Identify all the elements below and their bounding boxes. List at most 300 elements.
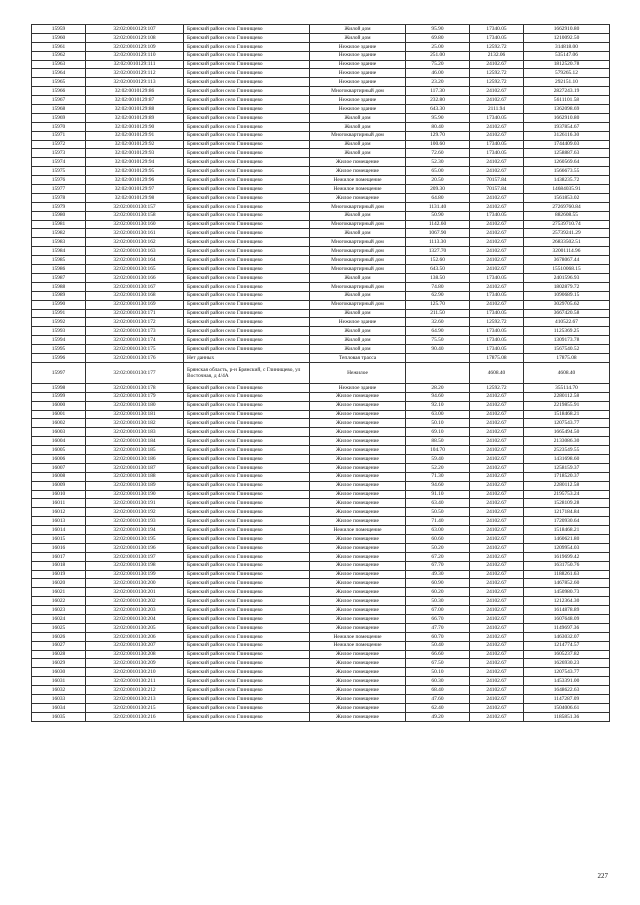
cell-object-type: Жилое помещение: [310, 428, 406, 437]
table-row: [32, 167, 610, 176]
cell-cadastral-value: 1260569.64: [524, 158, 610, 167]
cell-address: Брянский район село Глинищево: [184, 606, 310, 615]
cell-cadastral-value: 3029705.62: [524, 300, 610, 309]
table-row: [32, 353, 610, 362]
cell-object-type: Жилое помещение: [310, 668, 406, 677]
cell-row-number: 15998: [32, 383, 86, 392]
cell-cadastral-number: 32:02:0010129:109: [86, 42, 184, 51]
cell-cadastral-number: 32:02:0010130:191: [86, 499, 184, 508]
cell-cadastral-value: 1605237.82: [524, 650, 610, 659]
table-row: [32, 282, 610, 291]
cell-address: Брянский район село Глинищево: [184, 220, 310, 229]
cell-cadastral-number: 32:02:0010129:89: [86, 113, 184, 122]
cell-cadastral-value: 17875.08: [524, 353, 610, 362]
cell-cadastral-number: 32:02:0010130:208: [86, 650, 184, 659]
table-row: [32, 345, 610, 354]
cell-object-type: Жилое помещение: [310, 517, 406, 526]
cell-specific-value: 70157.84: [470, 185, 524, 194]
table-row: [32, 336, 610, 345]
cell-address: Брянский район село Глинищево: [184, 158, 310, 167]
table-row: [32, 668, 610, 677]
cell-cadastral-value: 1744409.03: [524, 140, 610, 149]
cell-area: 62.90: [406, 291, 470, 300]
cell-cadastral-value: 1212364.30: [524, 597, 610, 606]
cell-object-type: Жилой дом: [310, 140, 406, 149]
cell-cadastral-number: 32:02:0010130:192: [86, 508, 184, 517]
cell-row-number: 15982: [32, 229, 86, 238]
cell-cadastral-number: 32:02:0010130:176: [86, 353, 184, 362]
cell-row-number: 16032: [32, 686, 86, 695]
cell-address: Брянский район село Глинищево: [184, 463, 310, 472]
cell-area: 47.70: [406, 623, 470, 632]
table-row: [32, 318, 610, 327]
cell-area: 66.70: [406, 615, 470, 624]
cell-cadastral-value: 26833502.51: [524, 238, 610, 247]
cell-row-number: 16034: [32, 703, 86, 712]
cell-specific-value: 17340.05: [470, 211, 524, 220]
cell-specific-value: 12592.72: [470, 78, 524, 87]
cell-area: 209.30: [406, 185, 470, 194]
cell-specific-value: 17340.05: [470, 345, 524, 354]
cell-area: 232.80: [406, 96, 470, 105]
table-row: [32, 96, 610, 105]
cell-object-type: Жилое помещение: [310, 401, 406, 410]
cell-area: 100.60: [406, 140, 470, 149]
cell-cadastral-number: 32:02:0010129:107: [86, 25, 184, 34]
cell-area: 90.40: [406, 345, 470, 354]
cell-object-type: Многоквартирный дом: [310, 220, 406, 229]
cell-specific-value: 24102.67: [470, 579, 524, 588]
cell-area: 1131.40: [406, 202, 470, 211]
cell-cadastral-number: 32:02:0010130:187: [86, 463, 184, 472]
cell-area: 71.30: [406, 472, 470, 481]
cell-row-number: 15992: [32, 318, 86, 327]
cell-row-number: 15961: [32, 42, 86, 51]
cell-object-type: Нежилое помещение: [310, 641, 406, 650]
cell-row-number: 16010: [32, 490, 86, 499]
cell-cadastral-value: 1619699.42: [524, 552, 610, 561]
cell-cadastral-value: 1567540.52: [524, 345, 610, 354]
cell-area: 67.50: [406, 659, 470, 668]
cell-area: 92.10: [406, 401, 470, 410]
cell-address: Брянская область, р-н Брянский, с Глинищево, ул Восточная, д 4/4А: [184, 362, 310, 383]
cell-specific-value: 24102.67: [470, 695, 524, 704]
cell-specific-value: 12592.72: [470, 42, 524, 51]
cell-cadastral-value: 1614878.89: [524, 606, 610, 615]
cell-specific-value: 24102.67: [470, 419, 524, 428]
cell-object-type: Нежилое здание: [310, 78, 406, 87]
cell-object-type: Жилой дом: [310, 33, 406, 42]
cell-cadastral-value: 1720930.64: [524, 517, 610, 526]
cell-cadastral-value: 3667420.58: [524, 309, 610, 318]
cell-object-type: Жилой дом: [310, 336, 406, 345]
cell-row-number: 16035: [32, 712, 86, 721]
cell-cadastral-value: 1662910.80: [524, 113, 610, 122]
table-row: [32, 309, 610, 318]
cell-cadastral-value: 27269760.84: [524, 202, 610, 211]
cell-address: Брянский район село Глинищево: [184, 291, 310, 300]
cell-cadastral-value: 1566673.55: [524, 167, 610, 176]
cell-specific-value: 24102.67: [470, 410, 524, 419]
cell-address: Брянский район село Глинищево: [184, 632, 310, 641]
cell-address: Брянский район село Глинищево: [184, 69, 310, 78]
cell-cadastral-value: 15510068.15: [524, 265, 610, 274]
cell-cadastral-number: 32:02:0010130:181: [86, 410, 184, 419]
table-row: [32, 229, 610, 238]
cell-specific-value: 4608.40: [470, 362, 524, 383]
table-row: [32, 588, 610, 597]
cell-cadastral-number: 32:02:0010130:215: [86, 703, 184, 712]
cell-row-number: 15977: [32, 185, 86, 194]
cell-address: Брянский район село Глинищево: [184, 668, 310, 677]
cell-area: 71.40: [406, 517, 470, 526]
cell-row-number: 15962: [32, 51, 86, 60]
cell-cadastral-value: 1207543.77: [524, 668, 610, 677]
cell-specific-value: 24102.67: [470, 703, 524, 712]
cell-specific-value: 24102.67: [470, 534, 524, 543]
cell-specific-value: 12592.72: [470, 69, 524, 78]
table-row: [32, 446, 610, 455]
table-row: [32, 703, 610, 712]
cell-address: Брянский район село Глинищево: [184, 641, 310, 650]
table-row: [32, 185, 610, 194]
table-row: [32, 641, 610, 650]
cell-object-type: Жилое помещение: [310, 410, 406, 419]
cell-row-number: 16031: [32, 677, 86, 686]
cell-cadastral-value: 355114.70: [524, 383, 610, 392]
cell-object-type: Жилое помещение: [310, 570, 406, 579]
cell-cadastral-value: 314818.00: [524, 42, 610, 51]
cell-address: Брянский район село Глинищево: [184, 265, 310, 274]
cell-row-number: 16022: [32, 597, 86, 606]
cell-area: 67.20: [406, 552, 470, 561]
cell-specific-value: 24102.67: [470, 517, 524, 526]
cell-row-number: 15999: [32, 392, 86, 401]
cell-cadastral-value: 1607648.09: [524, 615, 610, 624]
cell-row-number: 15983: [32, 238, 86, 247]
cell-row-number: 15981: [32, 220, 86, 229]
cell-specific-value: 24102.67: [470, 131, 524, 140]
cell-area: 152.60: [406, 256, 470, 265]
cell-address: Брянский район село Глинищево: [184, 712, 310, 721]
cell-specific-value: 24102.67: [470, 392, 524, 401]
cell-object-type: Жилое помещение: [310, 543, 406, 552]
cell-row-number: 15960: [32, 33, 86, 42]
cell-specific-value: 17340.05: [470, 273, 524, 282]
table-row: [32, 606, 610, 615]
table-row: [32, 419, 610, 428]
table-row: [32, 69, 610, 78]
cell-area: 1113.30: [406, 238, 470, 247]
cell-row-number: 15971: [32, 131, 86, 140]
table-row: [32, 650, 610, 659]
cell-object-type: Жилой дом: [310, 291, 406, 300]
cell-address: Брянский район село Глинищево: [184, 211, 310, 220]
cell-specific-value: 24102.67: [470, 543, 524, 552]
cell-address: Брянский район село Глинищево: [184, 229, 310, 238]
cell-specific-value: 24102.67: [470, 552, 524, 561]
cell-cadastral-number: 32:02:0010130:198: [86, 561, 184, 570]
cell-specific-value: 24102.67: [470, 606, 524, 615]
cell-cadastral-number: 32:02:0010130:200: [86, 579, 184, 588]
table-row: [32, 534, 610, 543]
cell-address: Брянский район село Глинищево: [184, 428, 310, 437]
cell-row-number: 15986: [32, 265, 86, 274]
table-row: [32, 508, 610, 517]
cell-row-number: 16017: [32, 552, 86, 561]
cell-specific-value: 12592.72: [470, 383, 524, 392]
cell-row-number: 16007: [32, 463, 86, 472]
cell-address: Брянский район село Глинищево: [184, 247, 310, 256]
cell-area: 67.70: [406, 561, 470, 570]
cell-address: Брянский район село Глинищево: [184, 87, 310, 96]
cell-object-type: Жилое помещение: [310, 623, 406, 632]
cell-cadastral-value: 2523549.55: [524, 446, 610, 455]
cell-area: 88.50: [406, 437, 470, 446]
cell-specific-value: 24102.67: [470, 158, 524, 167]
cell-cadastral-value: 1518468.21: [524, 526, 610, 535]
cell-row-number: 16008: [32, 472, 86, 481]
cell-object-type: Жилой дом: [310, 25, 406, 34]
cell-specific-value: 17340.05: [470, 327, 524, 336]
cell-address: Брянский район село Глинищево: [184, 392, 310, 401]
cell-row-number: 16015: [32, 534, 86, 543]
cell-cadastral-value: 2195753.24: [524, 490, 610, 499]
cell-object-type: Жилое помещение: [310, 677, 406, 686]
cell-cadastral-value: 1453391.00: [524, 677, 610, 686]
cell-specific-value: 24102.67: [470, 668, 524, 677]
cell-area: 50.20: [406, 543, 470, 552]
cell-cadastral-number: 32:02:0010130:180: [86, 401, 184, 410]
cell-row-number: 15994: [32, 336, 86, 345]
cell-area: 60.90: [406, 579, 470, 588]
cell-object-type: Нежилое здание: [310, 105, 406, 114]
cell-row-number: 15959: [32, 25, 86, 34]
cell-area: 50.10: [406, 419, 470, 428]
cell-cadastral-number: 32:02:0010130:212: [86, 686, 184, 695]
cell-cadastral-value: 2827243.19: [524, 87, 610, 96]
cell-area: 1327.70: [406, 247, 470, 256]
cell-area: 59.40: [406, 454, 470, 463]
table-row: [32, 256, 610, 265]
cell-row-number: 16003: [32, 428, 86, 437]
cell-cadastral-value: 1090689.15: [524, 291, 610, 300]
cell-row-number: 15966: [32, 87, 86, 96]
cell-area: 95.90: [406, 25, 470, 34]
cell-specific-value: 24102.67: [470, 526, 524, 535]
cell-object-type: Жилое помещение: [310, 597, 406, 606]
cell-object-type: Нежилое помещение: [310, 185, 406, 194]
cell-cadastral-value: 1209954.03: [524, 543, 610, 552]
cell-area: 68.40: [406, 686, 470, 695]
cell-cadastral-value: 1648622.63: [524, 686, 610, 695]
cell-specific-value: 24102.67: [470, 623, 524, 632]
cell-address: Брянский район село Глинищево: [184, 238, 310, 247]
cell-address: Брянский район село Глинищево: [184, 534, 310, 543]
cell-cadastral-value: 1214774.57: [524, 641, 610, 650]
cell-cadastral-number: 32:02:0010130:168: [86, 291, 184, 300]
cell-specific-value: 24102.67: [470, 265, 524, 274]
cell-address: Брянский район село Глинищево: [184, 149, 310, 158]
cell-cadastral-number: 32:02:0010130:209: [86, 659, 184, 668]
cell-address: Брянский район село Глинищево: [184, 481, 310, 490]
cell-address: Брянский район село Глинищево: [184, 446, 310, 455]
cell-address: Брянский район село Глинищево: [184, 122, 310, 131]
cell-cadastral-value: 1631750.76: [524, 561, 610, 570]
cell-cadastral-value: 1504006.61: [524, 703, 610, 712]
cell-cadastral-value: 32001114.96: [524, 247, 610, 256]
cell-object-type: Жилое помещение: [310, 686, 406, 695]
cell-cadastral-number: 32:02:0010130:165: [86, 265, 184, 274]
cell-object-type: Жилое помещение: [310, 490, 406, 499]
cell-specific-value: 24102.67: [470, 300, 524, 309]
cell-area: 25.00: [406, 42, 470, 51]
cell-object-type: Многоквартирный дом: [310, 238, 406, 247]
cell-area: [406, 362, 470, 383]
cell-address: Брянский район село Глинищево: [184, 543, 310, 552]
cell-cadastral-value: 1463032.07: [524, 632, 610, 641]
cell-row-number: 15991: [32, 309, 86, 318]
cell-row-number: 16024: [32, 615, 86, 624]
cell-area: 50.10: [406, 668, 470, 677]
cell-specific-value: 24102.67: [470, 96, 524, 105]
cell-row-number: 15990: [32, 300, 86, 309]
cell-area: 66.60: [406, 650, 470, 659]
cell-cadastral-number: 32:02:0010130:160: [86, 220, 184, 229]
cell-row-number: 16000: [32, 401, 86, 410]
cell-row-number: 16026: [32, 632, 86, 641]
cell-specific-value: 17340.05: [470, 25, 524, 34]
table-row: [32, 113, 610, 122]
cell-cadastral-value: 1147287.09: [524, 695, 610, 704]
cell-specific-value: 24102.67: [470, 561, 524, 570]
cell-address: Брянский район село Глинищево: [184, 508, 310, 517]
cell-address: Брянский район село Глинищево: [184, 437, 310, 446]
cell-address: Брянский район село Глинищево: [184, 615, 310, 624]
table-row: [32, 149, 610, 158]
cell-specific-value: 24102.67: [470, 220, 524, 229]
cell-specific-value: 24102.67: [470, 401, 524, 410]
cell-object-type: Жилой дом: [310, 113, 406, 122]
cell-specific-value: 24102.67: [470, 463, 524, 472]
cell-address: Брянский район село Глинищево: [184, 60, 310, 69]
cell-address: Брянский район село Глинищево: [184, 282, 310, 291]
cell-specific-value: 17340.05: [470, 309, 524, 318]
cell-cadastral-value: 1665494.50: [524, 428, 610, 437]
cell-cadastral-value: 2280112.58: [524, 392, 610, 401]
cell-object-type: Многоквартирный дом: [310, 202, 406, 211]
cell-address: Брянский район село Глинищево: [184, 588, 310, 597]
table-row: [32, 677, 610, 686]
cell-cadastral-number: 32:02:0010129:95: [86, 167, 184, 176]
cell-address: Брянский район село Глинищево: [184, 176, 310, 185]
cell-cadastral-number: 32:02:0010130:163: [86, 247, 184, 256]
cell-specific-value: 24102.67: [470, 193, 524, 202]
cell-object-type: Жилое помещение: [310, 508, 406, 517]
cell-object-type: Нежилое: [310, 362, 406, 383]
cell-area: 47.60: [406, 695, 470, 704]
table-row: [32, 202, 610, 211]
cell-specific-value: 24102.67: [470, 588, 524, 597]
cell-row-number: 15989: [32, 291, 86, 300]
cell-row-number: 15980: [32, 211, 86, 220]
cell-address: Брянский район село Глинищево: [184, 552, 310, 561]
cell-object-type: Жилое помещение: [310, 454, 406, 463]
cell-specific-value: 70157.84: [470, 176, 524, 185]
cell-area: 60.20: [406, 588, 470, 597]
cell-object-type: Жилой дом: [310, 345, 406, 354]
cell-specific-value: 24102.67: [470, 87, 524, 96]
cell-cadastral-value: 535147.06: [524, 51, 610, 60]
cell-cadastral-number: 32:02:0010130:203: [86, 606, 184, 615]
cell-address: Брянский район село Глинищево: [184, 490, 310, 499]
cell-address: Брянский район село Глинищево: [184, 695, 310, 704]
table-body: [32, 25, 610, 722]
cell-row-number: 16029: [32, 659, 86, 668]
table-row: [32, 517, 610, 526]
cell-row-number: 15996: [32, 353, 86, 362]
cell-cadastral-value: 2280112.58: [524, 481, 610, 490]
cell-cadastral-number: 32:02:0010130:173: [86, 327, 184, 336]
cell-cadastral-number: 32:02:0010130:158: [86, 211, 184, 220]
table-row: [32, 526, 610, 535]
cell-area: 643.50: [406, 265, 470, 274]
cell-row-number: 16018: [32, 561, 86, 570]
cell-row-number: 16033: [32, 695, 86, 704]
cell-cadastral-value: 1431698.60: [524, 454, 610, 463]
cell-address: Брянский район село Глинищево: [184, 105, 310, 114]
cell-object-type: Жилое помещение: [310, 481, 406, 490]
cell-row-number: 15978: [32, 193, 86, 202]
cell-object-type: Жилое помещение: [310, 446, 406, 455]
cell-specific-value: 24102.67: [470, 615, 524, 624]
cell-cadastral-value: 2401596.93: [524, 273, 610, 282]
cell-cadastral-number: 32:02:0010130:199: [86, 570, 184, 579]
cell-area: 60.30: [406, 677, 470, 686]
table-row: [32, 105, 610, 114]
cell-object-type: Жилое помещение: [310, 695, 406, 704]
cell-object-type: Жилое помещение: [310, 167, 406, 176]
table-row: [32, 273, 610, 282]
cell-specific-value: 24102.67: [470, 686, 524, 695]
cell-cadastral-value: 1362098.69: [524, 105, 610, 114]
cell-object-type: Жилое помещение: [310, 712, 406, 721]
cell-object-type: Жилой дом: [310, 211, 406, 220]
table-row: [32, 131, 610, 140]
cell-cadastral-number: 32:02:0010129:113: [86, 78, 184, 87]
cell-address: Брянский район село Глинищево: [184, 623, 310, 632]
cell-row-number: 15969: [32, 113, 86, 122]
cell-address: Брянский район село Глинищево: [184, 454, 310, 463]
cell-cadastral-number: 32:02:0010130:185: [86, 446, 184, 455]
cell-area: 52.30: [406, 158, 470, 167]
cell-specific-value: 24102.67: [470, 499, 524, 508]
table-row: [32, 265, 610, 274]
cell-specific-value: 17340.05: [470, 291, 524, 300]
cell-object-type: Нежилое здание: [310, 60, 406, 69]
cell-specific-value: 24102.67: [470, 712, 524, 721]
cell-address: Брянский район село Глинищево: [184, 597, 310, 606]
cell-cadastral-number: 32:02:0010130:213: [86, 695, 184, 704]
table-row: [32, 695, 610, 704]
cell-cadastral-number: 32:02:0010130:186: [86, 454, 184, 463]
cell-object-type: Многоквартирный дом: [310, 256, 406, 265]
cell-cadastral-number: 32:02:0010130:188: [86, 472, 184, 481]
cell-specific-value: 24102.67: [470, 446, 524, 455]
cell-address: Брянский район село Глинищево: [184, 570, 310, 579]
table-row: [32, 238, 610, 247]
cell-cadastral-number: 32:02:0010130:207: [86, 641, 184, 650]
